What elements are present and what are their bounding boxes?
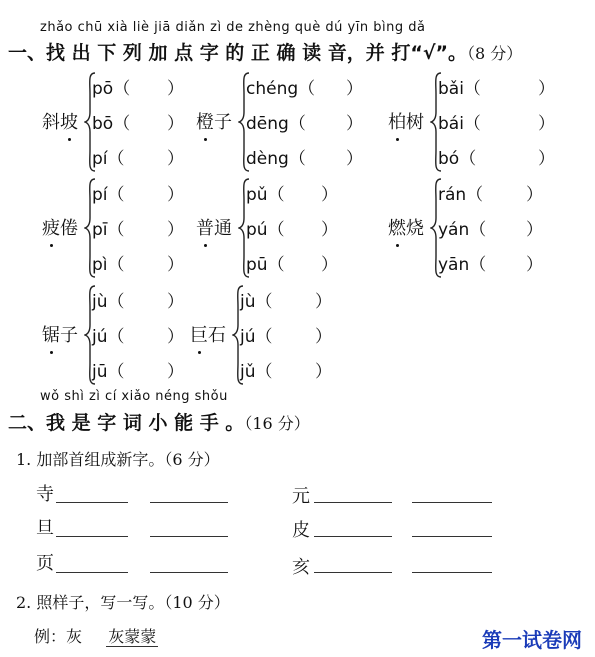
answer-paren[interactable]: ） — [315, 292, 332, 312]
pinyin-option: bái（ — [438, 114, 481, 134]
answer-paren[interactable]: ） — [321, 185, 338, 205]
pinyin-option: pì（ — [92, 255, 125, 275]
answer-paren[interactable]: ） — [167, 292, 184, 312]
q2-title: 2. 照样子，写一写。（10 分） — [16, 593, 230, 612]
answer-paren[interactable]: ） — [167, 255, 184, 275]
pinyin-option: jū（ — [92, 362, 125, 382]
answer-paren[interactable]: ） — [167, 362, 184, 382]
pinyin-option: jǔ（ — [240, 362, 273, 382]
target-word: 柏树 — [388, 112, 424, 133]
target-word: 普通 — [196, 218, 232, 239]
section2-score: （16 分） — [244, 414, 310, 433]
answer-paren[interactable]: ） — [346, 114, 363, 134]
answer-paren[interactable]: ） — [526, 220, 543, 240]
pinyin-option: pú（ — [246, 220, 285, 240]
answer-blank[interactable] — [412, 572, 492, 573]
pinyin-option: pí（ — [92, 149, 125, 169]
section1-heading — [8, 38, 522, 65]
q1-char: 页 — [36, 553, 54, 574]
section1-pinyin: zhǎo chū xià liè jiā diǎn zì de zhèng què dú yīn bìng dǎ — [40, 20, 426, 35]
answer-paren[interactable]: ） — [167, 79, 184, 99]
answer-blank[interactable] — [314, 536, 392, 537]
answer-blank[interactable] — [150, 572, 228, 573]
answer-paren[interactable]: ） — [538, 114, 555, 134]
section2-pinyin: wǒ shì zì cí xiǎo néng shǒu — [40, 389, 228, 404]
answer-blank[interactable] — [412, 536, 492, 537]
pinyin-option: jù（ — [240, 292, 273, 312]
pinyin-option: chéng（ — [246, 79, 316, 99]
target-word: 锯子 — [42, 325, 78, 346]
target-word: 疲倦 — [42, 218, 78, 239]
pinyin-option: jù（ — [92, 292, 125, 312]
pinyin-option: bó（ — [438, 149, 477, 169]
answer-blank[interactable] — [314, 572, 392, 573]
pinyin-option: jú（ — [92, 327, 125, 347]
q1-char: 皮 — [292, 520, 310, 541]
answer-blank[interactable] — [56, 536, 128, 537]
answer-paren[interactable]: ） — [167, 114, 184, 134]
answer-paren[interactable]: ） — [321, 255, 338, 275]
target-word: 巨石 — [190, 325, 226, 346]
answer-paren[interactable]: ） — [167, 149, 184, 169]
pinyin-option: dèng（ — [246, 149, 306, 169]
section2-heading-text: 二、我 是 字 词 小 能 手 。 — [8, 412, 245, 434]
watermark: 第一试卷网 — [482, 628, 582, 652]
target-word: 斜坡 — [42, 112, 78, 133]
pinyin-option: pū（ — [246, 255, 285, 275]
answer-paren[interactable]: ） — [315, 362, 332, 382]
answer-paren[interactable]: ） — [167, 327, 184, 347]
answer-blank[interactable] — [150, 502, 228, 503]
pinyin-option: pō（ — [92, 79, 131, 99]
answer-paren[interactable]: ） — [167, 220, 184, 240]
pinyin-option: pí（ — [92, 185, 125, 205]
pinyin-option: pī（ — [92, 220, 125, 240]
answer-paren[interactable]: ） — [526, 185, 543, 205]
pinyin-option: bǎi（ — [438, 79, 481, 99]
section1-score: （8 分） — [467, 44, 523, 63]
answer-paren[interactable]: ） — [315, 327, 332, 347]
q2-example-label: 例：灰 — [34, 627, 83, 646]
pinyin-option: yán（ — [438, 220, 487, 240]
q1-char: 寺 — [36, 484, 54, 505]
answer-blank[interactable] — [56, 572, 128, 573]
answer-blank[interactable] — [56, 502, 128, 503]
answer-paren[interactable]: ） — [346, 79, 363, 99]
answer-paren[interactable]: ） — [346, 149, 363, 169]
pinyin-option: pǔ（ — [246, 185, 285, 205]
q1-char: 旦 — [36, 518, 54, 539]
answer-blank[interactable] — [314, 502, 392, 503]
target-word: 橙子 — [196, 112, 232, 133]
answer-paren[interactable]: ） — [538, 79, 555, 99]
section2-heading — [8, 408, 310, 435]
q1-char: 元 — [292, 486, 310, 507]
target-word: 燃烧 — [388, 218, 424, 239]
answer-blank[interactable] — [150, 536, 228, 537]
q2-example — [34, 624, 158, 647]
pinyin-option: yān（ — [438, 255, 487, 275]
q2-example-answer: 灰蒙蒙 — [108, 627, 157, 646]
pinyin-option: bō（ — [92, 114, 131, 134]
answer-paren[interactable]: ） — [167, 185, 184, 205]
pinyin-option: jú（ — [240, 327, 273, 347]
answer-blank[interactable] — [412, 502, 492, 503]
q1-title: 1. 加部首组成新字。（6 分） — [16, 450, 220, 469]
answer-paren[interactable]: ） — [538, 149, 555, 169]
pinyin-option: rán（ — [438, 185, 484, 205]
answer-paren[interactable]: ） — [526, 255, 543, 275]
q1-char: 亥 — [292, 557, 310, 578]
answer-paren[interactable]: ） — [321, 220, 338, 240]
section1-heading-text: 一、找 出 下 列 加 点 字 的 正 确 读 音，并 打“√”。 — [8, 42, 468, 64]
pinyin-option: dēng（ — [246, 114, 306, 134]
